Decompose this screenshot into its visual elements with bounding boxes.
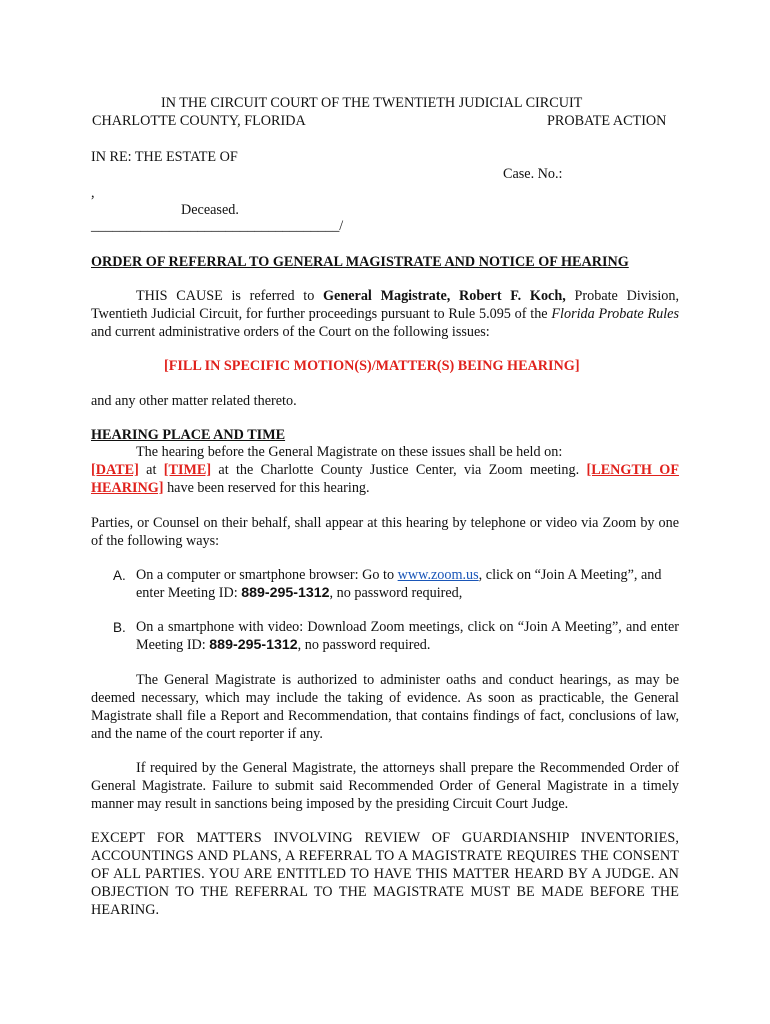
option-b-letter: B. — [113, 620, 126, 635]
option-a-text: On a computer or smartphone browser: Go to www.zoom.us, click on “Join A Meeting”, and enter Meeting ID: 889-295-1312, no password required, — [136, 567, 662, 601]
hearing-heading: HEARING PLACE AND TIME — [91, 427, 286, 443]
magistrate-name: General Magistrate, Robert F. Koch, — [323, 288, 566, 304]
division-line: PROBATE ACTION — [547, 113, 667, 129]
deceased-label: Deceased. — [181, 202, 239, 218]
related-matters-line: and any other matter related thereto. — [91, 393, 297, 409]
case-number-label: Case. No.: — [503, 166, 563, 182]
meeting-id-a: 889-295-1312 — [241, 585, 330, 601]
decedent-name-blank: , — [91, 185, 95, 201]
caption-signature-line: ___________________________________/ — [91, 218, 344, 234]
hearing-details: [DATE] at [TIME] at the Charlotte County Justice Center, via Zoom meeting. [LENGTH OF HEARING] have been reserved for this hearing. — [91, 462, 679, 496]
meeting-id-b: 889-295-1312 — [209, 637, 298, 653]
length-placeholder[interactable]: [LENGTH OF HEARING] — [91, 462, 679, 496]
option-a-letter: A. — [113, 568, 126, 583]
hearing-line-1: The hearing before the General Magistrate on these issues shall be held on: — [136, 444, 563, 460]
court-line: IN THE CIRCUIT COURT OF THE TWENTIETH JUDICIAL CIRCUIT — [161, 95, 583, 111]
authority-paragraph: The General Magistrate is authorized to administer oaths and conduct hearings, as may be deemed necessary, which may include the taking of evidence. As soon as practicable, the General Magistrate shall file a Report and Recommendation, that contains findings of fact, conclusions of law, and the name of the court reporter if any. — [91, 672, 679, 742]
order-title: ORDER OF REFERRAL TO GENERAL MAGISTRATE AND NOTICE OF HEARING — [91, 254, 629, 270]
florida-probate-rules: Florida Probate Rules — [551, 306, 679, 322]
attorneys-paragraph: If required by the General Magistrate, the attorneys shall prepare the Recommended Order of General Magistrate. Failure to submit said Recommended Order of General Magistrate in a timely manner may result in sanctions being imposed by the presiding Circuit Court Judge. — [91, 760, 679, 812]
parties-paragraph: Parties, or Counsel on their behalf, shall appear at this hearing by telephone or video via Zoom by one of the following ways: — [91, 515, 679, 549]
option-b-text: On a smartphone with video: Download Zoom meetings, click on “Join A Meeting”, and enter Meeting ID: 889-295-1312, no password required. — [136, 619, 679, 653]
intro-paragraph: THIS CAUSE is referred to General Magistrate, Robert F. Koch, Probate Division, Twentieth Judicial Circuit, for further proceedings pursuant to Rule 5.095 of the Florida Probate Rules and current administrative orders of the Court on the following issues: — [91, 288, 679, 340]
consent-notice-paragraph: EXCEPT FOR MATTERS INVOLVING REVIEW OF GUARDIANSHIP INVENTORIES, ACCOUNTINGS AND PLANS, A REFERRAL TO A MAGISTRATE REQUIRES THE CONSENT OF ALL PARTIES. YOU ARE ENTITLED TO HAVE THIS MATTER HEARD BY A JUDGE. AN OBJECTION TO THE REFERRAL TO THE MAGISTRATE MUST BE MADE BEFORE THE HEARING. — [91, 830, 679, 918]
county-line: CHARLOTTE COUNTY, FLORIDA — [92, 113, 306, 129]
time-placeholder[interactable]: [TIME] — [163, 462, 212, 478]
zoom-link[interactable]: www.zoom.us — [397, 567, 479, 583]
in-re-line: IN RE: THE ESTATE OF — [91, 149, 238, 165]
date-placeholder[interactable]: [DATE] — [91, 462, 139, 478]
fill-in-matters-placeholder[interactable]: [FILL IN SPECIFIC MOTION(S)/MATTER(S) BEING HEARING] — [164, 358, 580, 374]
